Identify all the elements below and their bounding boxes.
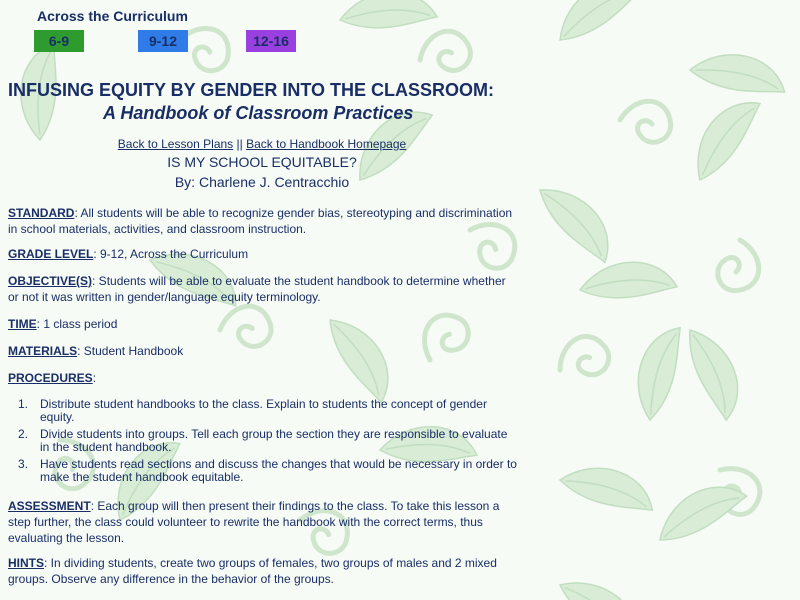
standard-section (8, 205, 513, 237)
list-item (18, 398, 518, 424)
grade-9-12-button[interactable]: 9-12 (138, 30, 188, 52)
materials-section (8, 343, 513, 359)
section-label: OBJECTIVE(S) (8, 274, 93, 288)
grade-level-section (8, 246, 513, 262)
hints-section (8, 555, 513, 587)
back-to-lesson-plans-link[interactable]: Back to Lesson Plans (117, 137, 234, 151)
navigation-links (0, 137, 524, 151)
step-number: 1. (18, 397, 29, 411)
section-text: : All students will be able to recognize gender bias, stereotyping and discrimination in school materials, activities, and classroom instruction. (8, 206, 513, 236)
section-text: : 9-12, Across the Curriculum (93, 247, 249, 261)
list-item (18, 458, 518, 484)
section-label: ASSESSMENT (8, 499, 91, 513)
section-label: MATERIALS (8, 344, 78, 358)
link-separator: || (233, 137, 247, 151)
grade-12-16-button[interactable]: 12-16 (246, 30, 296, 52)
curriculum-title: Across the Curriculum (37, 8, 188, 24)
step-text: Distribute student handbooks to the class. Explain to students the concept of gender equity. (40, 397, 487, 424)
section-label: PROCEDURES (8, 371, 93, 385)
lesson-title: IS MY SCHOOL EQUITABLE? (167, 154, 357, 170)
time-section (8, 316, 513, 332)
handbook-subtitle: A Handbook of Classroom Practices (103, 103, 414, 123)
assessment-section (8, 498, 513, 546)
procedures-list (18, 398, 518, 488)
section-label: STANDARD (8, 206, 75, 220)
procedures-section (8, 370, 513, 386)
section-text: : Student Handbook (77, 344, 184, 358)
lesson-author: By: Charlene J. Centracchio (174, 174, 350, 190)
grade-6-9-button[interactable]: 6-9 (34, 30, 84, 52)
step-number: 2. (18, 427, 29, 441)
step-text: Divide students into groups. Tell each group the section they are responsible to evaluate in the student handbook. (40, 427, 508, 454)
back-to-handbook-homepage-link[interactable]: Back to Handbook Homepage (246, 137, 407, 151)
section-label: GRADE LEVEL (8, 247, 94, 261)
list-item (18, 428, 518, 454)
handbook-title: INFUSING EQUITY BY GENDER INTO THE CLASSROOM: (8, 80, 495, 100)
section-label: HINTS (8, 556, 44, 570)
section-text: : (92, 371, 97, 385)
step-number: 3. (18, 457, 29, 471)
section-label: TIME (8, 317, 37, 331)
section-text: : Each group will then present their findings to the class. To take this lesson a step further, the class could volunteer to rewrite the handbook with the correct terms, thus evaluating the lesson. (8, 499, 500, 545)
section-text: : Students will be able to evaluate the student handbook to determine whether or not it was written in gender/language equity terminology. (8, 274, 506, 304)
section-text: : 1 class period (36, 317, 118, 331)
objectives-section (8, 273, 513, 305)
section-text: : In dividing students, create two groups of females, two groups of males and 2 mixed groups. Observe any difference in the behavior of the groups. (8, 556, 497, 586)
step-text: Have students read sections and discuss the changes that would be necessary in order to make the student handbook equitable. (40, 457, 517, 484)
